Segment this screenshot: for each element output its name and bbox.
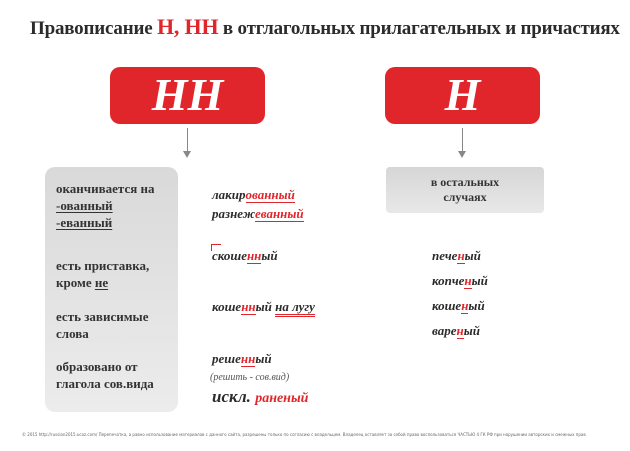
exception: искл. раненый (212, 387, 309, 406)
page-title (30, 14, 620, 40)
example-razneshevanny: разнежеванный (212, 206, 304, 221)
example-skoshenny: скошенный (212, 248, 278, 263)
rule-suffix: оканчивается на -ованный -еванный (56, 181, 155, 230)
example-note: (решить - сов.вид) (210, 372, 290, 383)
rule-perfective: образовано от глагола сов.вида (56, 359, 154, 391)
other-cases-box: в остальных случаях (386, 167, 544, 213)
title-part1: Правописание (30, 18, 158, 39)
example-kosheny: кошеный (432, 298, 485, 313)
example-koshenny-na-lugu: кошенный на лугу (212, 298, 315, 315)
header-n: Н (385, 67, 540, 124)
footer-copyright: © 2015 http://russian2015.ucoz.com/ Перепечатка, а равно использование материалов с данного сайта, разрешены только по согласию с владельцем. Владелец оставляет за собой право воспользоваться ЧАСТЬЮ 4 ГК РФ при нарушении авторских и смежных прав (22, 432, 586, 437)
rule-prefix: есть приставка, кроме не (56, 258, 150, 290)
header-nn: НН (110, 67, 265, 124)
title-highlight: Н, НН (157, 14, 219, 39)
title-part2: в отглагольных прилагательных и причастиях (218, 18, 620, 39)
example-reshenny: решенный (212, 351, 272, 366)
example-pecheny: печеный (432, 248, 481, 263)
rule-dependent-words: есть зависимые слова (56, 309, 149, 341)
example-kopcheny: копченый (432, 273, 488, 288)
example-lakirovanny: лакированный (212, 187, 295, 202)
example-vareny: вареный (432, 323, 480, 338)
arrow-down-icon (187, 128, 188, 156)
arrow-down-icon (462, 128, 463, 156)
